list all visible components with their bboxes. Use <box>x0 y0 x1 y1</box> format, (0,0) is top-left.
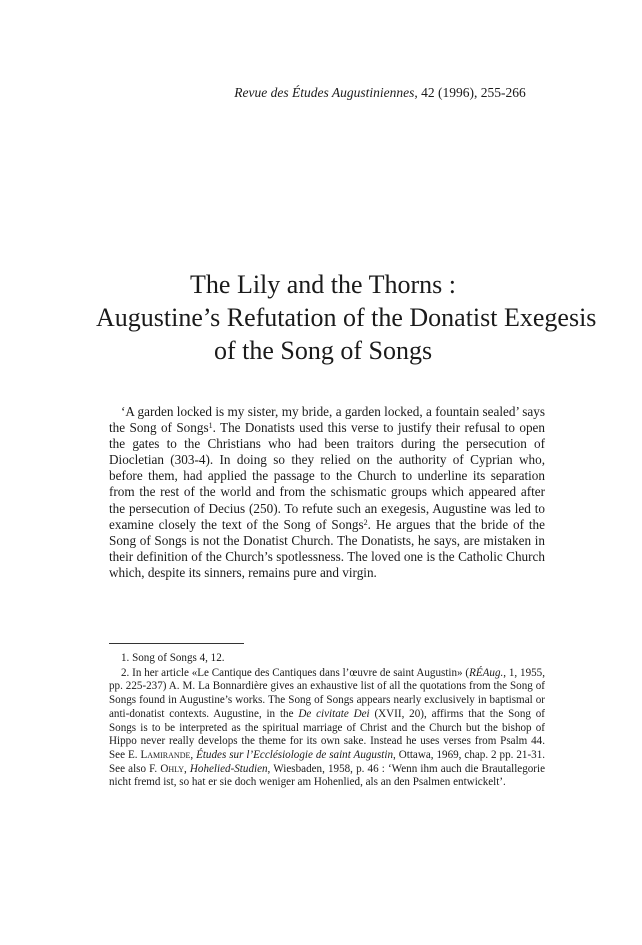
title-line-3: of the Song of Songs <box>213 336 433 365</box>
footnote-2-author-1: Lamirande <box>140 748 191 761</box>
footnote-2 <box>109 667 545 790</box>
article-title <box>96 268 597 367</box>
abstract-text-2: . The Donatists used this verse to justify their refusal to open the gates to the Christians who had been traitors during the persecution of Diocletian (303-4). In doing so they relied on the authority of Cyprian who, before them, had applied the passage to the Church to underline its separation from the rest of the world and from the schismatic groups which appeared after the persecution of Decius (250). To refute such an exegesis, Augustine was led to examine closely the text of the Song of Songs <box>109 420 545 532</box>
abstract <box>109 404 545 581</box>
footnote-2-text-f: , <box>184 762 190 775</box>
footnote-2-text-c: (XVII, 20), affirms that the Song of Songs is to be interpreted as the spiritual marriage of Christ and the Church but the bishop of Hippo never really develops the theme for its own sake. Instead he uses verses from Psalm 44. See E. <box>109 707 545 761</box>
footnote-ref-2[interactable]: 2 <box>363 517 368 527</box>
footnote-2-text-e: , Ottawa, 1969, chap. 2 pp. 21-31. See also F. <box>109 748 546 775</box>
footnote-divider <box>109 643 244 644</box>
footnotes <box>109 652 545 790</box>
footnote-ref-1[interactable]: 1 <box>208 421 213 431</box>
footnote-2-text-a: 2. In her article «Le Cantique des Cantiques dans l’œuvre de saint Augustin» ( <box>121 666 470 679</box>
abstract-paragraph <box>109 404 545 581</box>
footnote-2-work-title-3: Hohelied-Studien <box>189 762 268 775</box>
journal-name: Revue des Études Augustiniennes <box>234 85 415 100</box>
abstract-text-1: ‘A garden locked is my sister, my bride, a garden locked, a fountain sealed’ says the Song of Songs <box>109 404 545 436</box>
title-line-1: The Lily and the Thorns : <box>190 270 456 299</box>
journal-citation: , 42 (1996), 255-266 <box>414 85 526 100</box>
footnote-2-work-title-2: Études sur l’Ecclésiologie de saint Augustin <box>196 748 394 761</box>
footnote-2-text-d: , <box>190 748 197 761</box>
title-line-2: Augustine’s Refutation of the Donatist Exegesis <box>96 303 597 332</box>
abstract-text-3: . He argues that the bride of the Song of Songs is not the Donatist Church. The Donatists, he says, are mistaken in their definition of the Church’s spotlessness. The loved one is the Catholic Church which, despite its sinners, remains pure and virgin. <box>109 516 545 580</box>
footnote-2-text-g: , Wiesbaden, 1958, p. 46 : ‘Wenn ihm auch die Brautallegorie nicht fremd ist, so hat er sie doch weniger am Hohenlied, als an den Psalmen entwickelt’. <box>109 762 545 789</box>
running-head <box>0 85 642 101</box>
footnote-2-work-title-1: De civitate Dei <box>298 707 370 720</box>
footnote-2-text-b: , 1, 1955, pp. 225-237) A. M. La Bonnardière gives an exhaustive list of all the quotations from the Song of Songs found in Augustine’s works. The Song of Songs appears nearly exclusively in baptismal or anti-donatist contexts. Augustine, in the <box>109 666 545 720</box>
footnote-2-journal-abbrev: RÉAug. <box>469 666 504 679</box>
footnote-1: 1. Song of Songs 4, 12. <box>121 652 225 664</box>
footnote-2-author-2: Ohly <box>160 762 184 775</box>
